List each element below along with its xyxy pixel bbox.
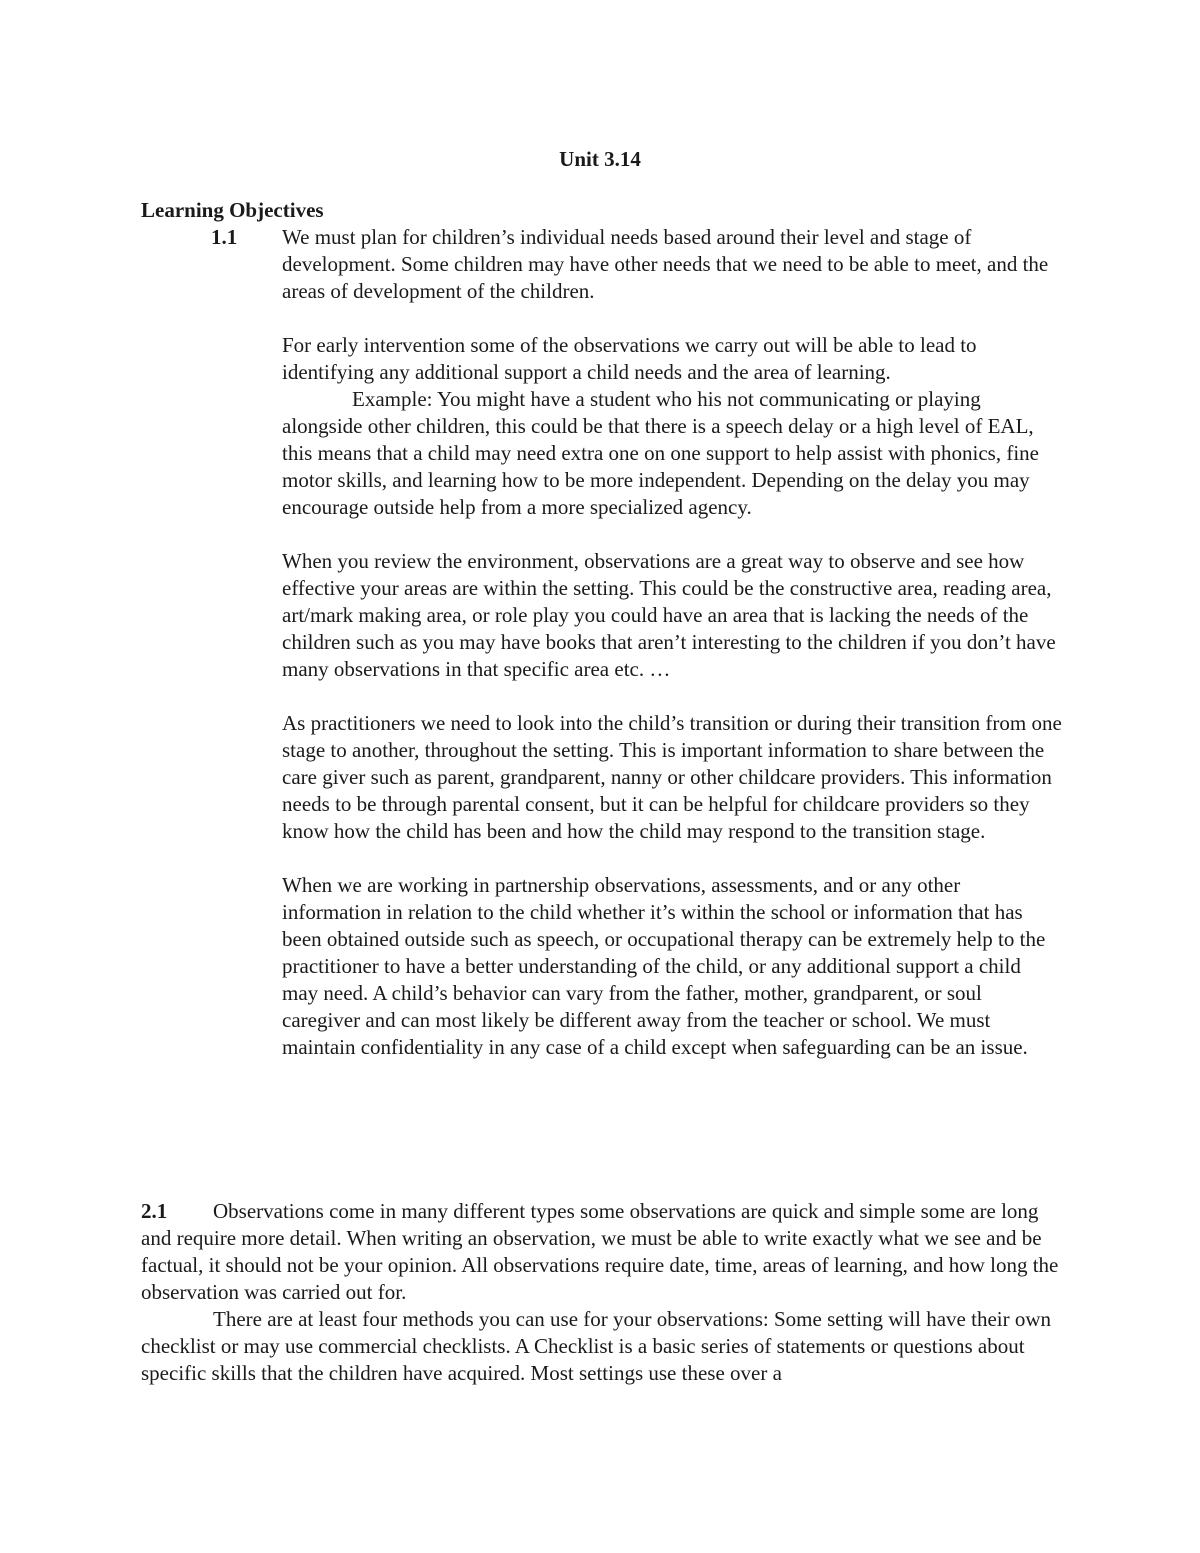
objective-1-1-example: Example: You might have a student who his not communicating or playing alongside other children, this could be that there is a speech delay or a high level of EAL, this means that a child may need extra one on one support to help assist with phonics, fine motor skills, and learning how to be more independent. Depending on the delay you may encourage outside help from a more specialized agency. bbox=[282, 387, 1040, 519]
objective-1-1-paragraph-2: For early intervention some of the observations we carry out will be able to lead to identifying any additional support a child needs and the area of learning. bbox=[282, 333, 977, 384]
objective-2-1-paragraph-1-text: Observations come in many different types some observations are quick and simple some are long and require more detail. When writing an observation, we must be able to write exactly what we see and be factual, it should not be your opinion. All observations require date, time, areas of learning, and how long the observation was carried out for. bbox=[141, 1199, 1059, 1304]
objective-number-1-1: 1.1 bbox=[211, 225, 238, 249]
objective-1-1-paragraph-3: When you review the environment, observations are a great way to observe and see how effective your areas are within the setting. This could be the constructive area, reading area, art/mark making area, or role play you could have an area that is lacking the needs of the children such as you may have books that aren’t interesting to the children if you don’t have many observations in that specific area etc. … bbox=[282, 549, 1056, 681]
objective-2-1-paragraph-1 bbox=[141, 1198, 1059, 1306]
objective-1-1-paragraph-5: When we are working in partnership observations, assessments, and or any other information in relation to the child whether it’s within the school or information that has been obtained outside such as speech, or occupational therapy can be extremely help to the practitioner to have a better understanding of the child, or any additional support a child may need. A child’s behavior can vary from the father, mother, grandparent, or soul caregiver and can most likely be different away from the teacher or school. We must maintain confidentiality in any case of a child except when safeguarding can be an issue. bbox=[282, 873, 1046, 1059]
objective-1-1-body bbox=[282, 224, 1062, 1088]
objective-number-2-1: 2.1 bbox=[141, 1199, 168, 1223]
section-heading: Learning Objectives bbox=[141, 198, 324, 222]
objective-2-1-body bbox=[141, 1198, 1059, 1387]
page-title: Unit 3.14 bbox=[559, 147, 641, 171]
objective-1-1-paragraph-1: We must plan for children’s individual needs based around their level and stage of development. Some children may have other needs that we need to be able to meet, and the areas of development of the children. bbox=[282, 225, 1049, 303]
objective-1-1-paragraph-4: As practitioners we need to look into the child’s transition or during their transition from one stage to another, throughout the setting. This is important information to share between the care giver such as parent, grandparent, nanny or other childcare providers. This information needs to be through parental consent, but it can be helpful for childcare providers so they know how the child has been and how the child may respond to the transition stage. bbox=[282, 711, 1062, 843]
objective-2-1-paragraph-2: There are at least four methods you can use for your observations: Some setting will have their own checklist or may use commercial checklists. A Checklist is a basic series of statements or questions about specific skills that the children have acquired. Most settings use these over a bbox=[141, 1307, 1052, 1385]
